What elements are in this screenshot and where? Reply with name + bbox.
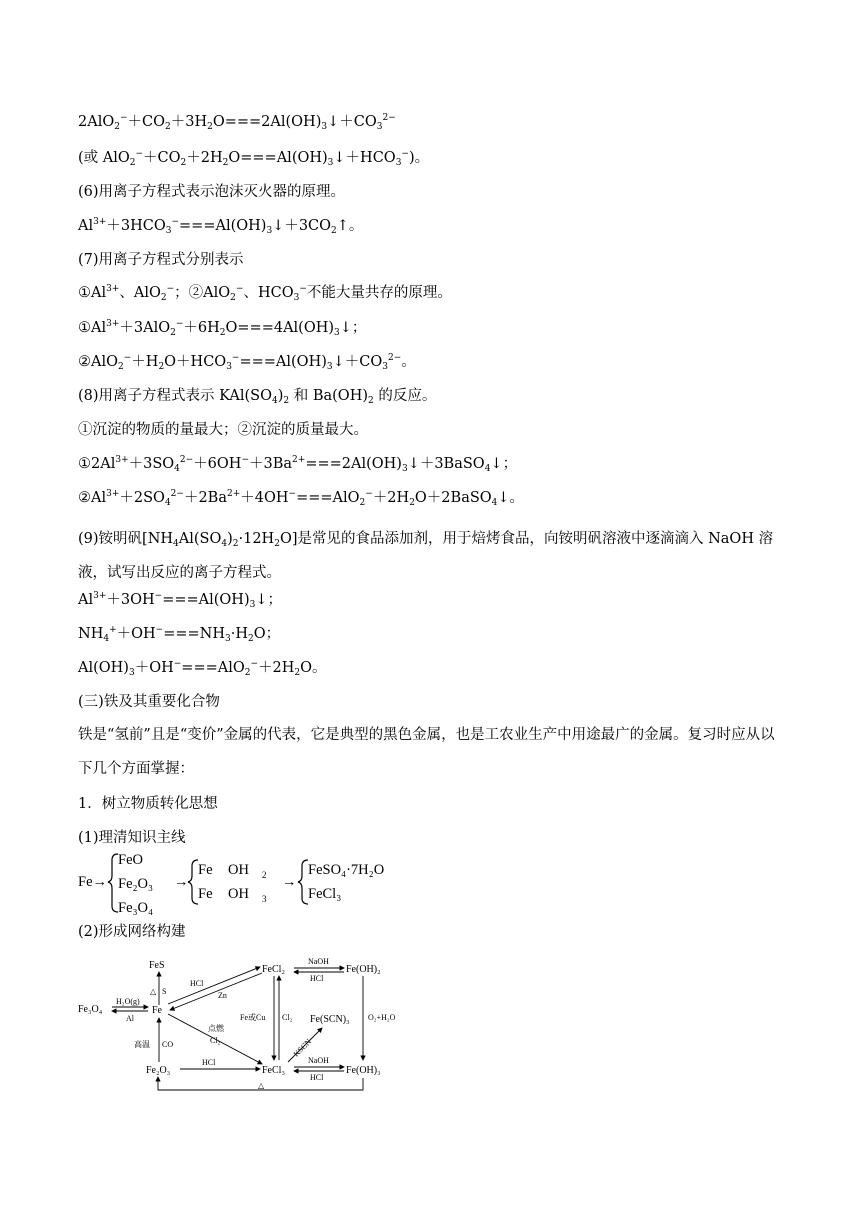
- hydroxide-item: Fe: [198, 862, 213, 878]
- label-o2-h2o: O₂+H₂O: [368, 1013, 396, 1022]
- label-hcl: HCl: [202, 1058, 216, 1067]
- knowledge-mainline-diagram: [74, 848, 434, 918]
- label-naoh: NaOH: [308, 957, 329, 966]
- label-hcl: HCl: [190, 979, 204, 988]
- hydroxide-item: Fe: [198, 886, 213, 902]
- question-paragraph: (9)铵明矾$[NH_4Al(SO_4)_2\cdot 12H_2O]$是常见的食品添加剂，用于焙烤食品，向铵明矾溶液中逐滴滴入 NaOH 溶液，试写出反应的离子方程式。: [78, 531, 774, 581]
- question-line: $①Al^{3+}$、AlO$_2$−；②AlO$_2$−、$HCO_3^-$不能大量共存的原理。: [78, 284, 452, 303]
- node-FeSCN3: Fe(SCN)₃: [310, 1014, 350, 1025]
- label-fe-or-cu: Fe或Cu: [240, 1013, 266, 1022]
- equation-line: $②AlO_2^-+H_2O+HCO_3^-===Al(OH)_3↓+CO_3^{2-}$。: [78, 353, 416, 372]
- hydroxide-sub: 2: [262, 870, 267, 880]
- label-al: Al: [126, 1014, 134, 1023]
- brace-oxides: [108, 854, 118, 912]
- label-kscn: KSCN: [291, 1037, 314, 1059]
- label-h2o-g: H₂O(g): [116, 997, 140, 1006]
- brace-salts: [298, 860, 308, 904]
- equation-line: $①2Al^{3+}+3SO_4^{2-}+6OH^-+3Ba^{2+}===2Al(OH)_3↓+3BaSO_4↓$；: [78, 455, 518, 474]
- salt-item: FeCl₃: [308, 886, 342, 902]
- question-line: ①沉淀的物质的量最大；②沉淀的质量最大。: [78, 422, 368, 438]
- node-Fe3O4: Fe₃O₄: [78, 1004, 103, 1015]
- label-delta: △: [258, 1081, 265, 1090]
- equation-line: $①Al^{3+}+3AlO_2^-+6H_2O===4Al(OH)_3↓$；: [78, 319, 367, 338]
- label-naoh: NaOH: [308, 1056, 329, 1065]
- node-Fe2O3: Fe₂O₃: [146, 1065, 171, 1076]
- label-delta: △: [150, 987, 157, 996]
- body-paragraph: 铁是“氢前”且是“变价”金属的代表，它是典型的黑色金属，也是工农业生产中用途最广的金属。复习时应从以下几个方面掌握：: [78, 727, 775, 777]
- label-dianran: 点燃: [208, 1024, 224, 1033]
- question-line: (6)用离子方程式表示泡沫灭火器的原理。: [78, 184, 346, 200]
- equation-line: $Al^{3+}+3OH^-===Al(OH)_3↓$；: [78, 591, 282, 610]
- node-FeOH2: Fe(OH)₂: [346, 964, 381, 975]
- hydroxide-sub: 3: [262, 894, 267, 904]
- hydroxide-item: OH: [228, 862, 249, 878]
- iron-network-diagram: [76, 950, 416, 1100]
- equation-line: $②Al^{3+}+2SO_4^{2-}+2Ba^{2+}+4OH^-===AlO_2^-+2H_2O+2BaSO_4↓$。: [78, 489, 525, 508]
- oxide-item: FeO: [118, 852, 143, 868]
- hydroxide-item: OH: [228, 886, 249, 902]
- oxide-item: Fe₃O₄: [118, 900, 154, 916]
- fe-start: Fe→: [78, 874, 107, 890]
- node-FeCl2: FeCl₂: [262, 964, 285, 975]
- label-gaowen: 高温: [134, 1040, 150, 1049]
- label-cl2: Cl₂: [282, 1013, 293, 1022]
- oxide-item: Fe₂O₃: [118, 876, 154, 892]
- arrow-2: →: [282, 874, 297, 890]
- label-zn: Zn: [218, 991, 227, 1000]
- salt-item: FeSO₄·7H₂O: [308, 862, 385, 878]
- label-hcl: HCl: [310, 1073, 324, 1082]
- equation-line: $NH_4^++OH^-===NH_3\cdot H_2O$；: [78, 625, 281, 644]
- equation-line: (或 $AlO_2^-+CO_2+2H_2O===Al(OH)_3↓+HCO_3^-$)。: [78, 149, 430, 168]
- subsection-heading: (2)形成网络构建: [78, 924, 186, 940]
- question-line: (7)用离子方程式分别表示: [78, 252, 244, 268]
- node-Fe: Fe: [152, 1005, 162, 1016]
- equation-line: $2AlO_2^-+CO_2+3H_2O===2Al(OH)_3↓+CO_3^{2-}$: [78, 113, 396, 132]
- label-co: CO: [162, 1040, 174, 1049]
- equation-line: $Al^{3+}+3HCO_3^-===Al(OH)_3↓+3CO_2↑$。: [78, 217, 364, 236]
- node-FeOH3: Fe(OH)₃: [346, 1065, 381, 1076]
- section-heading: (三)铁及其重要化合物: [78, 694, 220, 710]
- subsection-heading: (1)理清知识主线: [78, 830, 186, 846]
- question-line: (8)用离子方程式表示 $KAl(SO_4)_2$ 和 $Ba(OH)_2$ 的反应。: [78, 388, 437, 406]
- label-hcl: HCl: [310, 974, 324, 983]
- brace-hydroxides: [188, 860, 198, 904]
- subsection-heading: 1．树立物质转化思想: [78, 796, 218, 812]
- label-cl2: Cl₂: [210, 1036, 221, 1045]
- node-FeCl3: FeCl₃: [262, 1065, 285, 1076]
- equation-line: $Al(OH)_3+OH^-===AlO_2^-+2H_2O$。: [78, 659, 327, 678]
- arrow-1: →: [174, 874, 189, 890]
- node-FeS: FeS: [149, 960, 165, 971]
- label-s: S: [162, 987, 167, 996]
